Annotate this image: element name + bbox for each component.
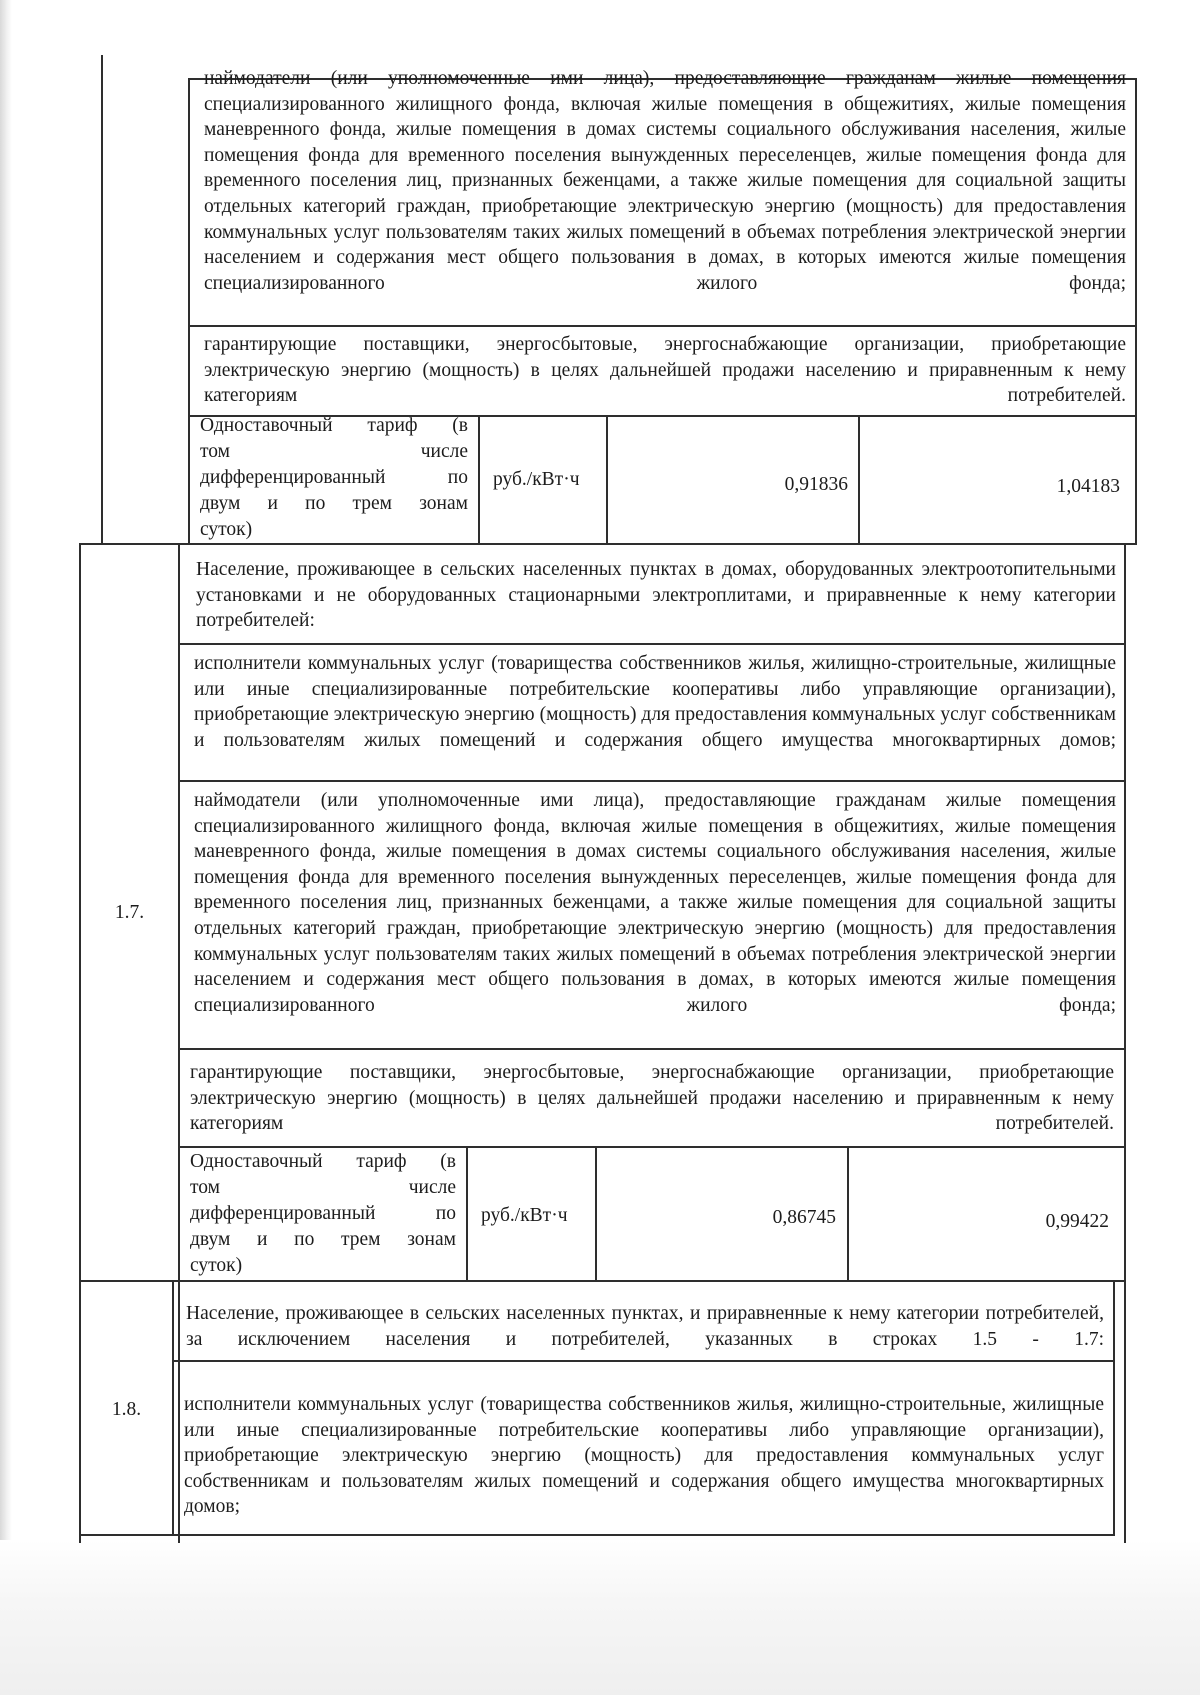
tariff-label-line: суток) — [200, 519, 253, 540]
hline-1-7-a — [178, 643, 1126, 645]
landlords-text-1-6: наймодатели (или уполномоченные ими лица), предоставляющие гражданам жилые помещения специализированного жилищного фонда, включая жилые помещения в общежитиях, жилые помещения маневренного фонда, жилые помещения в домах системы социального обслуживания населения, жилые помещения фонда для временного поселения вынужденных переселенцев, жилые помещения фонда для временного поселения лиц, признанных беженцами, а также жилые помещения для социальной защиты отдельных категорий граждан, приобретающие электрическую энергию (мощность) для предоставления коммунальных услуг пользователям таких жилых помещений в объемах потребления электрической энергии населением и содержания мест общего пользования в домах, в которых имеются жилые помещения специализированного жилого фонда; — [204, 68, 1126, 294]
row-number-1-7: 1.7. — [114, 902, 145, 923]
tariff-value-2-1-7: 0,99422 — [1045, 1211, 1109, 1232]
table-bottom-border — [79, 1534, 1115, 1536]
hline-1-7-c — [178, 1048, 1126, 1050]
tariff-label-line: суток) — [190, 1255, 243, 1276]
hline-1-7-b — [178, 780, 1126, 782]
vline-val1-left-1-6 — [606, 415, 608, 545]
tariff-label-line: том числе — [200, 441, 468, 462]
left-border-top — [101, 55, 103, 545]
population-text-1-7: Население, проживающее в сельских населенных пунктах в домах, оборудованных электроотопительными установками и не оборудованных стационарными электроплитами, и приравненные к нему категории потребителей: — [196, 559, 1116, 632]
tariff-label-line: Одноставочный тариф (в — [190, 1151, 456, 1172]
scan-bottom-shade — [0, 1540, 1200, 1695]
tariff-unit-1-7: руб./кВт·ч — [481, 1205, 568, 1226]
tariff-label-line: двум и по трем зонам — [190, 1229, 456, 1250]
tariff-label-1-6 — [200, 413, 468, 543]
population-text-1-8: Население, проживающее в сельских населенных пунктах, и приравненные к нему категории потребителей, за исключением населения и потребителей, указанных в строках 1.5 - 1.7: — [186, 1303, 1104, 1350]
hline-2 — [188, 325, 1137, 327]
right-border-1-8 — [1113, 1280, 1115, 1536]
inner-left-border-1-7 — [178, 543, 180, 1543]
tariff-label-line: двум и по трем зонам — [200, 493, 468, 514]
tariff-label-line: том числе — [190, 1177, 456, 1198]
landlords-text-1-7: наймодатели (или уполномоченные ими лица), предоставляющие гражданам жилые помещения специализированного жилищного фонда, включая жилые помещения в общежитиях, жилые помещения маневренного фонда, жилые помещения в домах системы социального обслуживания населения, жилые помещения фонда для временного поселения вынужденных переселенцев, жилые помещения фонда для временного поселения лиц, признанных беженцами, а также жилые помещения для социальной защиты отдельных категорий граждан, приобретающие электрическую энергию (мощность) для предоставления коммунальных услуг пользователям таких жилых помещений в объемах потребления электрической энергии населением и содержания мест общего пользования в домах, в которых имеются жилые помещения специализированного жилого фонда; — [194, 790, 1116, 1016]
hline-1-8-a — [172, 1360, 1115, 1362]
tariff-label-1-7 — [190, 1149, 456, 1279]
executors-text-1-7: исполнители коммунальных услуг (товарищества собственников жилья, жилищно-строительные, жилищные или иные специализированные потребительские кооперативы либо управляющие организации), приобретающие электрическую энергию (мощность) для предоставления коммунальных услуг собственникам и пользователям жилых помещений и содержания общего имущества многоквартирных домов; — [194, 653, 1116, 751]
vline-val2-left-1-6 — [858, 415, 860, 545]
tariff-label-line: дифференцированный по — [190, 1203, 456, 1224]
inner-left-border-1-8 — [172, 1280, 174, 1536]
scan-left-edge — [0, 0, 12, 1695]
tariff-value-1-1-7: 0,86745 — [772, 1207, 836, 1228]
row-number-1-8: 1.8. — [111, 1399, 142, 1420]
hline-1-7-d — [178, 1146, 1126, 1148]
executors-text-1-8: исполнители коммунальных услуг (товарищества собственников жилья, жилищно-строительные, жилищные или иные специализированные потребительские кооперативы либо управляющие организации), приобретающие электрическую энергию (мощность) для предоставления коммунальных услуг собственникам и пользователям жилых помещений и содержания общего имущества многоквартирных домов; — [184, 1394, 1104, 1518]
vline-val2-left-1-7 — [847, 1146, 849, 1282]
hline-row-1-7-top — [79, 543, 1137, 545]
right-border-top — [1135, 78, 1137, 545]
inner-left-border-top — [188, 78, 190, 545]
tariff-label-line: Одноставочный тариф (в — [200, 415, 468, 436]
tariff-value-2-1-6: 1,04183 — [1056, 476, 1120, 497]
vline-val1-left-1-7 — [595, 1146, 597, 1282]
tariff-unit-1-6: руб./кВт·ч — [493, 469, 580, 490]
hline-row-1-8-top — [79, 1280, 1126, 1282]
tariff-value-1-1-6: 0,91836 — [784, 474, 848, 495]
vline-unit-left-1-7 — [466, 1146, 468, 1282]
suppliers-text-1-7: гарантирующие поставщики, энергосбытовые, энергоснабжающие организации, приобретающие электрическую энергию (мощность) в целях дальнейшей продажи населению и приравненным к нему категориям потребителей. — [190, 1062, 1114, 1135]
right-border-1-7 — [1124, 543, 1126, 1543]
suppliers-text-1-6: гарантирующие поставщики, энергосбытовые, энергоснабжающие организации, приобретающие электрическую энергию (мощность) в целях дальнейшей продажи населению и приравненным к нему категориям потребителей. — [204, 334, 1126, 407]
tariff-label-line: дифференцированный по — [200, 467, 468, 488]
vline-unit-left-1-6 — [478, 415, 480, 545]
